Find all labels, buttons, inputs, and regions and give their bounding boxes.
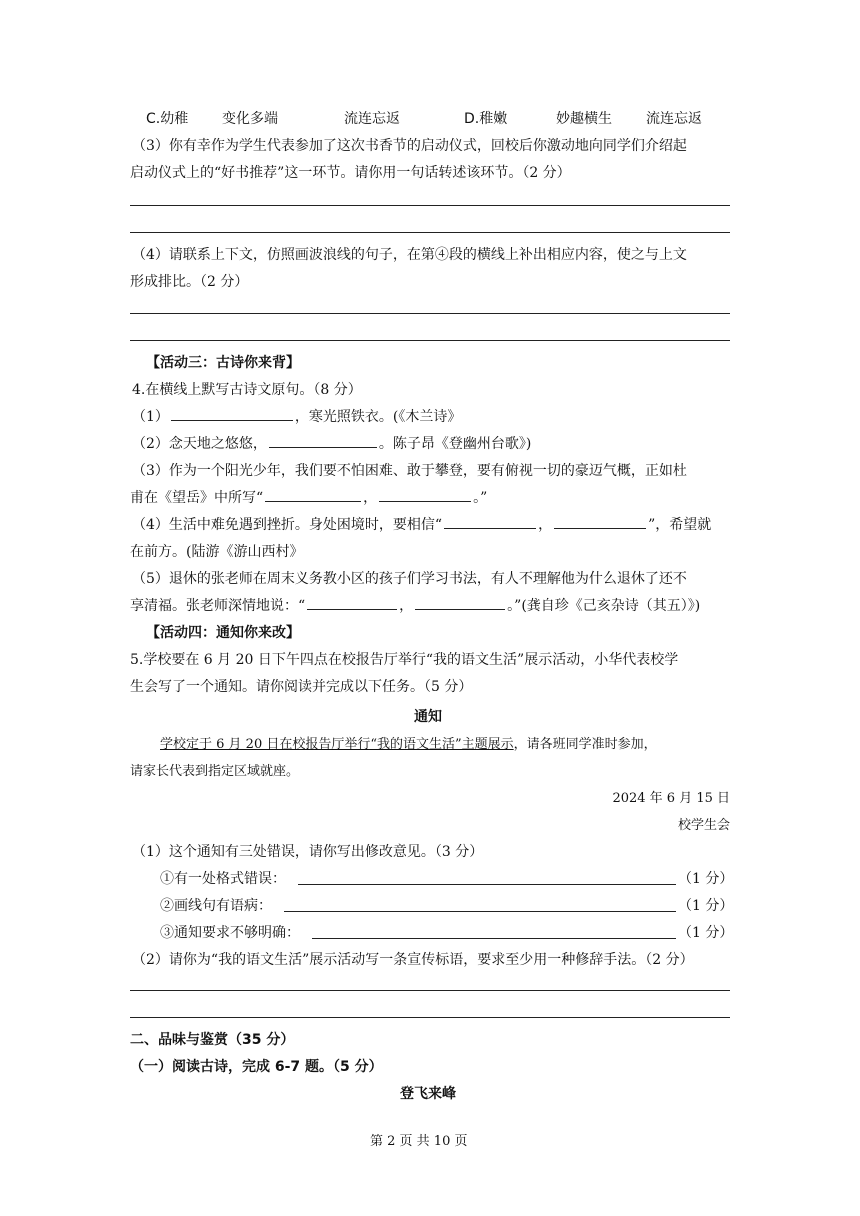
fill-blank[interactable] [379, 487, 471, 502]
notice-body-line1: 学校定于 6 月 20 日在校报告厅举行“我的语文生活”主题展示，请各班同学准时参加， [160, 737, 657, 752]
recite-item-2: （2）念天地之悠悠， 。陈子昂《登幽州台歌》) [132, 433, 531, 453]
fix-answer-line-1[interactable] [298, 884, 676, 885]
option-c-label: C.幼稚 [146, 111, 189, 127]
q5-sub1: （1）这个通知有三处错误，请你写出修改意见。（3 分） [132, 844, 484, 860]
section2-part1: （一）阅读古诗，完成 6-7 题。（5 分） [130, 1059, 383, 1075]
option-d-word2: 流连忘返 [646, 111, 702, 127]
q5-sub2: （2）请你为“我的语文生活”展示活动写一条宣传标语，要求至少用一种修辞手法。（2 分） [132, 952, 694, 968]
notice-signature: 校学生会 [677, 818, 730, 833]
answer-line[interactable] [130, 340, 730, 341]
option-c-word2: 流连忘返 [344, 111, 400, 127]
recite-item-4-line2: 在前方。(陆游《游山西村》 [130, 544, 304, 560]
fix-answer-line-2[interactable] [284, 911, 676, 912]
recite-item-3-line2: 甫在《望岳》中所写“ ， 。” [130, 487, 487, 507]
q5-line2: 生会写了一个通知。请你阅读并完成以下任务。（5 分） [130, 679, 473, 695]
q3-line2: 启动仪式上的“好书推荐”这一环节。请你用一句话转述该环节。（2 分） [130, 165, 571, 181]
fix-score-1: （1 分） [678, 871, 734, 887]
activity3-title: 【活动三：古诗你来背】 [146, 355, 300, 371]
answer-line[interactable] [130, 1017, 730, 1018]
fix-score-2: （1 分） [678, 898, 734, 914]
fix-label-1: ①有一处格式错误： [160, 871, 286, 887]
q3-line1: （3）你有幸作为学生代表参加了这次书香节的启动仪式，回校后你激动地向同学们介绍起 [132, 138, 687, 154]
notice-title: 通知 [414, 709, 442, 725]
fill-blank[interactable] [269, 433, 377, 448]
q4-line2: 形成排比。（2 分） [130, 274, 249, 290]
answer-line[interactable] [130, 990, 730, 991]
fill-blank[interactable] [444, 514, 536, 529]
fill-blank[interactable] [554, 514, 646, 529]
poem-title: 登飞来峰 [400, 1086, 456, 1102]
fix-score-3: （1 分） [678, 925, 734, 941]
notice-date: 2024 年 6 月 15 日 [612, 791, 730, 806]
option-d-word1: 妙趣横生 [556, 111, 612, 127]
answer-line[interactable] [130, 205, 730, 206]
fill-blank[interactable] [265, 487, 361, 502]
answer-line[interactable] [130, 313, 730, 314]
option-c-word1: 变化多端 [222, 111, 278, 127]
page-number: 第 2 页 共 10 页 [370, 1134, 468, 1149]
fix-answer-line-3[interactable] [312, 938, 676, 939]
activity4-title: 【活动四：通知你来改】 [146, 625, 300, 641]
q5-line1: 5.学校要在 6 月 20 日下午四点在校报告厅举行“我的语文生活”展示活动，小华代表校学 [130, 652, 679, 668]
section2-title: 二、品味与鉴赏（35 分） [130, 1032, 295, 1048]
recite-item-1: （1） ，寒光照铁衣。(《木兰诗》 [132, 406, 461, 426]
q4-line1: （4）请联系上下文，仿照画波浪线的句子，在第④段的横线上补出相应内容，使之与上文 [132, 247, 687, 263]
notice-underlined-sentence: 学校定于 6 月 20 日在校报告厅举行“我的语文生活”主题展示 [160, 737, 514, 752]
fill-blank[interactable] [415, 595, 505, 610]
answer-line[interactable] [130, 232, 730, 233]
fix-label-2: ②画线句有语病： [160, 898, 272, 914]
recite-item-5-line1: （5）退休的张老师在周末义务教小区的孩子们学习书法，有人不理解他为什么退休了还不 [132, 571, 687, 587]
fill-blank[interactable] [307, 595, 397, 610]
fix-label-3: ③通知要求不够明确： [160, 925, 300, 941]
fill-blank[interactable] [171, 406, 293, 421]
q4-header: 4.在横线上默写古诗文原句。（8 分） [132, 382, 362, 398]
recite-item-3-line1: （3）作为一个阳光少年，我们要不怕困难、敢于攀登，要有俯视一切的豪迈气概，正如杜 [132, 463, 687, 479]
option-d-label: D.稚嫩 [464, 111, 508, 127]
notice-body-line2: 请家长代表到指定区域就座。 [130, 764, 300, 779]
recite-item-5-line2: 享清福。张老师深情地说：“ ， 。”(龚自珍《己亥杂诗（其五）》) [130, 595, 700, 615]
recite-item-4-line1: （4）生活中难免遇到挫折。身处困境时，要相信“ ， ”，希望就 [132, 514, 711, 534]
